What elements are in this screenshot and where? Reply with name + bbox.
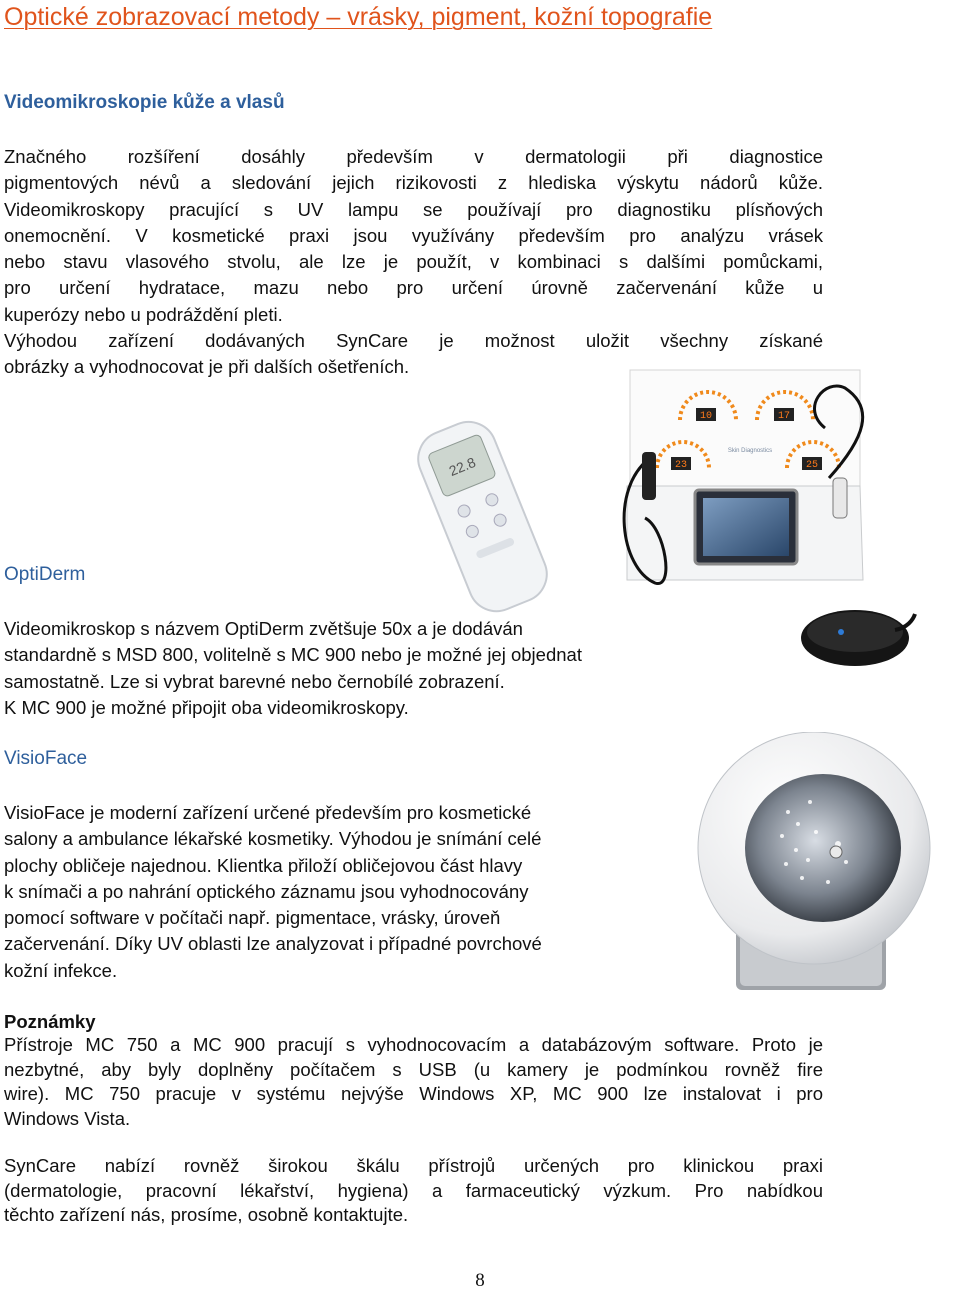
remote-control — [410, 413, 555, 618]
page-number: 8 — [475, 1270, 485, 1291]
text-line: Značného rozšíření dosáhly především v dermatologii při diagnostice — [4, 146, 823, 167]
text-line: salony a ambulance lékařské kosmetiky. Výhodou je snímání celé — [4, 828, 542, 850]
videomicroscopy-paragraph — [4, 144, 823, 381]
console-brand-text: Skin Diagnostics — [727, 448, 773, 454]
text-line: K MC 900 je možné připojit oba videomikroskopy. — [4, 696, 409, 718]
text-line: Windows Vista. — [4, 1107, 131, 1129]
text-line: VisioFace je moderní zařízení určené především pro kosmetické — [4, 802, 532, 823]
text-line: onemocnění. V kosmetické praxi jsou využívány především pro analýzu vrásek — [4, 224, 823, 246]
device-console-image — [405, 368, 865, 618]
section-heading-videomicroscopy: Videomikroskopie kůže a vlasů — [4, 92, 285, 113]
text-line: Videomikroskop s názvem OptiDerm zvětšuje 50x a je dodáván — [4, 618, 523, 639]
section-heading-optiderm: OptiDerm — [4, 564, 86, 585]
text-line: pro určení hydratace, mazu nebo pro určení úrovně začervenání kůže u — [4, 277, 823, 299]
notes-paragraph-2 — [4, 1154, 823, 1228]
text-line: k snímači a po nahrání optického záznamu jsou vyhodnocovány — [4, 880, 529, 902]
text-line: Výhodou zařízení dodávaných SynCare je možnost uložit všechny získané — [4, 330, 823, 352]
text-line: Přístroje MC 750 a MC 900 pracují s vyhodnocovacím a databázovým software. Proto je — [4, 1034, 823, 1055]
text-line: pomocí software v počítači např. pigmentace, vrásky, úroveň — [4, 907, 501, 929]
optiderm-paragraph — [4, 616, 764, 721]
text-line: samostatně. Lze si vybrat barevné nebo černobílé zobrazení. — [4, 670, 505, 692]
text-line: wire). MC 750 pracuje v systému nejvýše Windows XP, MC 900 lze instalovat i pro — [4, 1083, 823, 1104]
gauge-value: 10 — [699, 411, 713, 422]
notes-heading: Poznámky — [4, 1011, 96, 1032]
remote-readout: 22.8 — [446, 453, 478, 479]
text-line: plochy obličeje najednou. Klientka přiloží obličejovou část hlavy — [4, 854, 523, 876]
text-line: SynCare nabízí rovněž širokou škálu přístrojů určených pro klinickou praxi — [4, 1155, 823, 1176]
text-line: (dermatologie, pracovní lékařství, hygiena) a farmaceutický výzkum. Pro nabídkou — [4, 1179, 823, 1201]
optiderm-camera-image — [795, 600, 920, 672]
text-line: Videomikroskopy pracující s UV lampu se používají pro diagnostiku plísňových — [4, 198, 823, 220]
notes-paragraph-1 — [4, 1033, 823, 1131]
page-title: Optické zobrazovací metody – vrásky, pigment, kožní topografie — [4, 3, 713, 31]
visioface-device-image — [678, 732, 950, 994]
text-line: kožní infekce. — [4, 959, 118, 981]
gauge-value: 23 — [674, 460, 688, 471]
visioface-paragraph — [4, 800, 684, 984]
text-line: pigmentových névů a sledování jejich rizikovosti z hlediska výskytu nádorů kůže. — [4, 172, 823, 194]
text-line: standardně s MSD 800, volitelně s MC 900 nebo je možné jej objednat — [4, 644, 582, 666]
text-line: začervenání. Díky UV oblasti lze analyzovat i případné povrchové — [4, 933, 542, 955]
gauge-value: 17 — [777, 411, 791, 422]
section-heading-visioface: VisioFace — [4, 748, 88, 769]
text-line: těchto zařízení nás, prosíme, osobně kontaktujte. — [4, 1204, 409, 1225]
text-line: nebo stavu vlasového stvolu, ale lze je použít, v kombinaci s dalšími pomůckami, — [4, 251, 823, 273]
text-line: nezbytné, aby byly doplněny počítačem s USB (u kamery je podmínkou rovněž fire — [4, 1058, 823, 1080]
text-line: kuperózy nebo u podráždění pleti. — [4, 303, 283, 325]
gauge-value: 25 — [805, 460, 819, 471]
text-line: obrázky a vyhodnocovat je při dalších ošetřeních. — [4, 356, 410, 378]
